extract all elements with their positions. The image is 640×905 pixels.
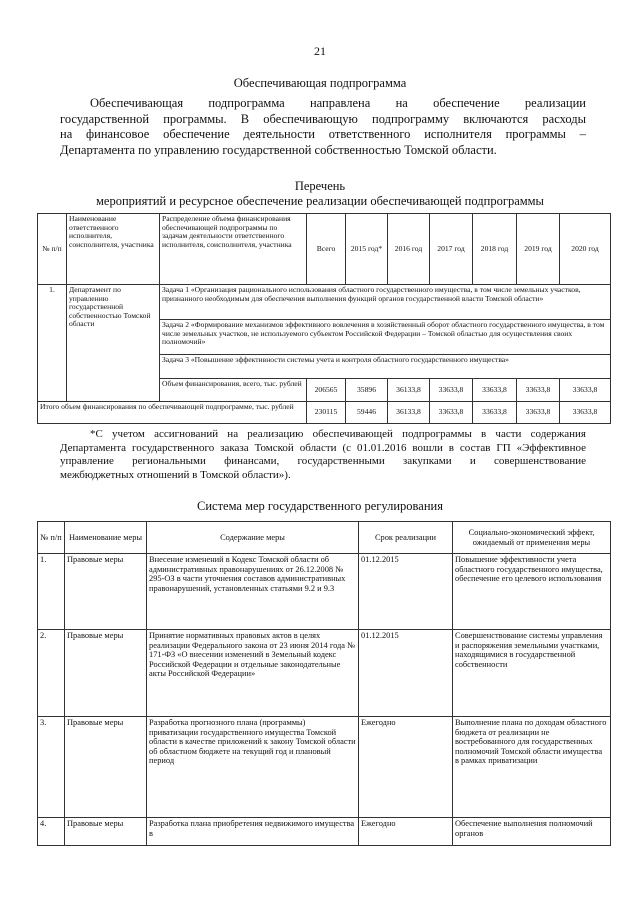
total-label: Итого объем финансирования по обеспечивающей подпрограмме, тыс. рублей <box>38 402 307 424</box>
grand-2019: 33633,8 <box>517 402 560 424</box>
page-number: 21 <box>314 44 326 58</box>
measure-name: Правовые меры <box>65 554 147 630</box>
measure-content: Разработка плана приобретения недвижимого имущества в <box>147 818 359 846</box>
header-2015: 2015 год* <box>346 214 388 285</box>
footnote-line: управление региональными финансами, государственными закупками и совершенствование <box>60 455 586 467</box>
section-heading-subprogram: Обеспечивающая подпрограмма <box>233 76 407 90</box>
row-num: 1. <box>38 285 67 402</box>
task-1: Задача 1 «Организация рационального использования областного государственного имущества, в том числе земельных участков, признанного необходимым для обеспечения выполнения функций органов государственной власти Томской области» <box>160 285 611 320</box>
table-row <box>38 630 611 717</box>
measure-effect: Совершенствование системы управления и распоряжения земельными участками, находящимися в государственной собственности <box>453 630 611 717</box>
header-effect: Социально-экономический эффект, ожидаемый от применения меры <box>453 522 611 554</box>
measure-term: Ежегодно <box>359 717 453 818</box>
intro-paragraph <box>60 96 586 158</box>
list-heading-subtitle: мероприятий и ресурсное обеспечение реализации обеспечивающей подпрограммы <box>96 194 544 208</box>
grand-2020: 33633,8 <box>560 402 611 424</box>
volume-2020: 33633,8 <box>560 379 611 402</box>
grand-2018: 33633,8 <box>473 402 517 424</box>
grand-2017: 33633,8 <box>430 402 473 424</box>
table-header-row <box>38 522 611 554</box>
header-2016: 2016 год <box>388 214 430 285</box>
header-2018: 2018 год <box>473 214 517 285</box>
header-measure-content: Содержание меры <box>147 522 359 554</box>
volume-total: 206565 <box>307 379 346 402</box>
volume-2018: 33633,8 <box>473 379 517 402</box>
header-2017: 2017 год <box>430 214 473 285</box>
header-term: Срок реализации <box>359 522 453 554</box>
grand-total: 230115 <box>307 402 346 424</box>
grand-2015: 59446 <box>346 402 388 424</box>
volume-2017: 33633,8 <box>430 379 473 402</box>
measure-effect: Выполнение плана по доходам областного бюджета от реализации не востребованного для государственных полномочий Томской области имущества в рамках приватизации <box>453 717 611 818</box>
measure-num: 1. <box>38 554 65 630</box>
header-total: Всего <box>307 214 346 285</box>
measure-name: Правовые меры <box>65 717 147 818</box>
volume-2015: 35896 <box>346 379 388 402</box>
intro-line: на финансовое обеспечение деятельности ответственного исполнителя программы – <box>60 127 586 141</box>
measure-name: Правовые меры <box>65 818 147 846</box>
footnote-line: межбюджетных отношений в Томской области»). <box>60 468 291 481</box>
measure-term: 01.12.2015 <box>359 630 453 717</box>
measure-term: 01.12.2015 <box>359 554 453 630</box>
list-heading-title: Перечень <box>294 179 346 193</box>
intro-line: Обеспечивающая подпрограмма направлена на обеспечение реализации <box>90 96 586 110</box>
table-row-total <box>38 402 611 424</box>
volume-2016: 36133,8 <box>388 379 430 402</box>
measure-num: 4. <box>38 818 65 846</box>
volume-label: Объем финансирования, всего, тыс. рублей <box>160 379 307 402</box>
footnote-line: *С учетом ассигнований на реализацию обеспечивающей подпрограммы в части содержания <box>90 428 586 440</box>
task-2: Задача 2 «Формирование механизмов эффективного вовлечения в хозяйственный оборот областного государственного имущества, в том числе земельных участков, не используемого субъектом Российской Федерации – Томской областью для осуществления своих полномочий» <box>160 320 611 355</box>
header-2020: 2020 год <box>560 214 611 285</box>
header-num: № п/п <box>38 522 65 554</box>
regulation-measures-table <box>37 521 611 846</box>
volume-2019: 33633,8 <box>517 379 560 402</box>
table-row <box>38 717 611 818</box>
header-executor: Наименование ответственного исполнителя, соисполнителя, участника <box>67 214 160 285</box>
table-row <box>38 818 611 846</box>
measure-num: 3. <box>38 717 65 818</box>
footnote <box>60 428 586 482</box>
footnote-line: Департамента государственного заказа Томской области (с 01.01.2016 вошли в состав ГП «Эффективное <box>60 441 586 454</box>
task-3: Задача 3 «Повышение эффективности системы учета и контроля областного государственного имущества» <box>160 355 611 379</box>
measure-content: Принятие нормативных правовых актов в целях реализации Федерального закона от 23 июня 2014 года № 171-ФЗ «О внесении изменений в Земельный кодекс Российской Федерации и отдельные законодательные акты Российской Федерации» <box>147 630 359 717</box>
measure-num: 2. <box>38 630 65 717</box>
measure-effect: Обеспечение выполнения полномочий органов <box>453 818 611 846</box>
measure-content: Внесение изменений в Кодекс Томской области об административных правонарушениях от 26.12.2008 № 295-ОЗ в части уточнения составов административных правонарушений, установленных статьями 9.2 и 9.3 <box>147 554 359 630</box>
activities-funding-table <box>37 213 611 424</box>
measure-content: Разработка прогнозного плана (программы) приватизации государственного имущества Томской области в качестве приложений к закону Томской области об областном бюджете на текущий год и плановый период <box>147 717 359 818</box>
measure-effect: Повышение эффективности учета областного государственного имущества, обеспечение его целевого использования <box>453 554 611 630</box>
grand-2016: 36133,8 <box>388 402 430 424</box>
header-2019: 2019 год <box>517 214 560 285</box>
intro-line: государственной программы. В обеспечивающую подпрограмму включаются расходы <box>60 111 586 126</box>
table-header-row <box>38 214 611 285</box>
table-row <box>38 554 611 630</box>
header-measure-name: Наименование меры <box>65 522 147 554</box>
intro-line: Департамента по управлению государственной собственностью Томской области. <box>60 142 497 157</box>
measure-name: Правовые меры <box>65 630 147 717</box>
row-executor: Департамент по управлению государственной собственностью Томской области <box>67 285 160 402</box>
header-num: № п/п <box>38 214 67 285</box>
measure-term: Ежегодно <box>359 818 453 846</box>
table-row-task1 <box>38 285 611 320</box>
header-distribution: Распределение объема финансирования обеспечивающей подпрограммы по задачам деятельности ответственного исполнителя, соисполнителя, участника <box>160 214 307 285</box>
section-heading-regulation: Система мер государственного регулирования <box>197 499 443 513</box>
